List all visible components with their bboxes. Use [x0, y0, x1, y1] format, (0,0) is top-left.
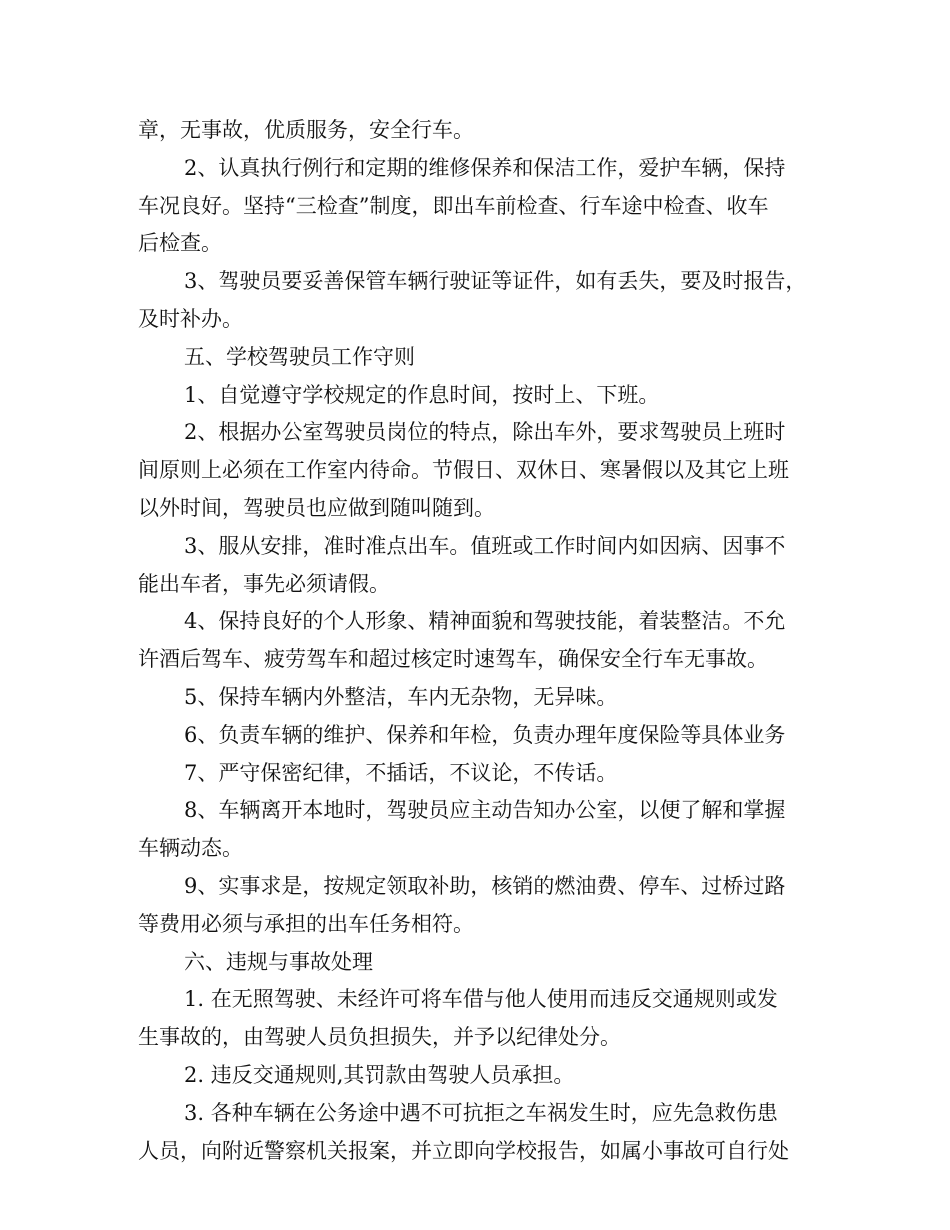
text-line: 车辆动态。: [138, 836, 243, 861]
text-line: 3、服从安排，准时准点出车。值班或工作时间内如因病、因事不: [184, 533, 786, 558]
text-line: 许酒后驾车、疲劳驾车和超过核定时速驾车，确保安全行车无事故。: [138, 647, 768, 672]
text-line: 车况良好。坚持“三检查”制度，即出车前检查、行车途中检查、收车: [138, 193, 769, 218]
text-line: 9、实事求是，按规定领取补助，核销的燃油费、停车、过桥过路: [184, 873, 786, 898]
text-line: 生事故的，由驾驶人员负担损失，并予以纪律处分。: [138, 1025, 621, 1050]
text-line: 3、驾驶员要妥善保管车辆行驶证等证件，如有丢失，要及时报告，: [184, 269, 807, 294]
text-line: 及时补办。: [138, 306, 243, 331]
text-line: 等费用必须与承担的出车任务相符。: [138, 911, 474, 936]
text-line: 2. 违反交通规则,其罚款由驾驶人员承担。: [184, 1062, 575, 1087]
text-line: 人员，向附近警察机关报案，并立即向学校报告，如属小事故可自行处: [138, 1138, 789, 1163]
text-line: 1、自觉遵守学校规定的作息时间，按时上、下班。: [184, 382, 660, 407]
text-line: 8、车辆离开本地时，驾驶员应主动告知办公室，以便了解和掌握: [184, 798, 786, 823]
text-line: 五、学校驾驶员工作守则: [184, 344, 415, 369]
text-line: 1. 在无照驾驶、未经许可将车借与他人使用而违反交通规则或发: [184, 987, 778, 1012]
text-line: 2、根据办公室驾驶员岗位的特点，除出车外，要求驾驶员上班时: [184, 420, 786, 445]
text-line: 后检查。: [138, 231, 222, 256]
text-line: 6、负责车辆的维护、保养和年检，负责办理年度保险等具体业务: [184, 722, 786, 747]
text-line: 章，无事故，优质服务，安全行车。: [138, 118, 474, 142]
text-line: 2、认真执行例行和定期的维修保养和保洁工作，爱护车辆，保持: [184, 155, 786, 180]
text-line: 4、保持良好的个人形象、精神面貌和驾驶技能，着装整洁。不允: [184, 609, 786, 634]
document-body: [138, 112, 818, 1170]
text-line: 间原则上必须在工作室内待命。节假日、双休日、寒暑假以及其它上班: [138, 458, 789, 483]
text-line: 7、严守保密纪律，不插话，不议论，不传话。: [184, 760, 618, 785]
text-line: 5、保持车辆内外整洁，车内无杂物，无异味。: [184, 684, 618, 709]
text-line: 以外时间，驾驶员也应做到随叫随到。: [138, 495, 495, 520]
text-line: 能出车者，事先必须请假。: [138, 571, 390, 596]
text-line: 3. 各种车辆在公务途中遇不可抗拒之车祸发生时，应先急救伤患: [184, 1100, 778, 1125]
text-line: 六、违规与事故处理: [184, 949, 373, 974]
